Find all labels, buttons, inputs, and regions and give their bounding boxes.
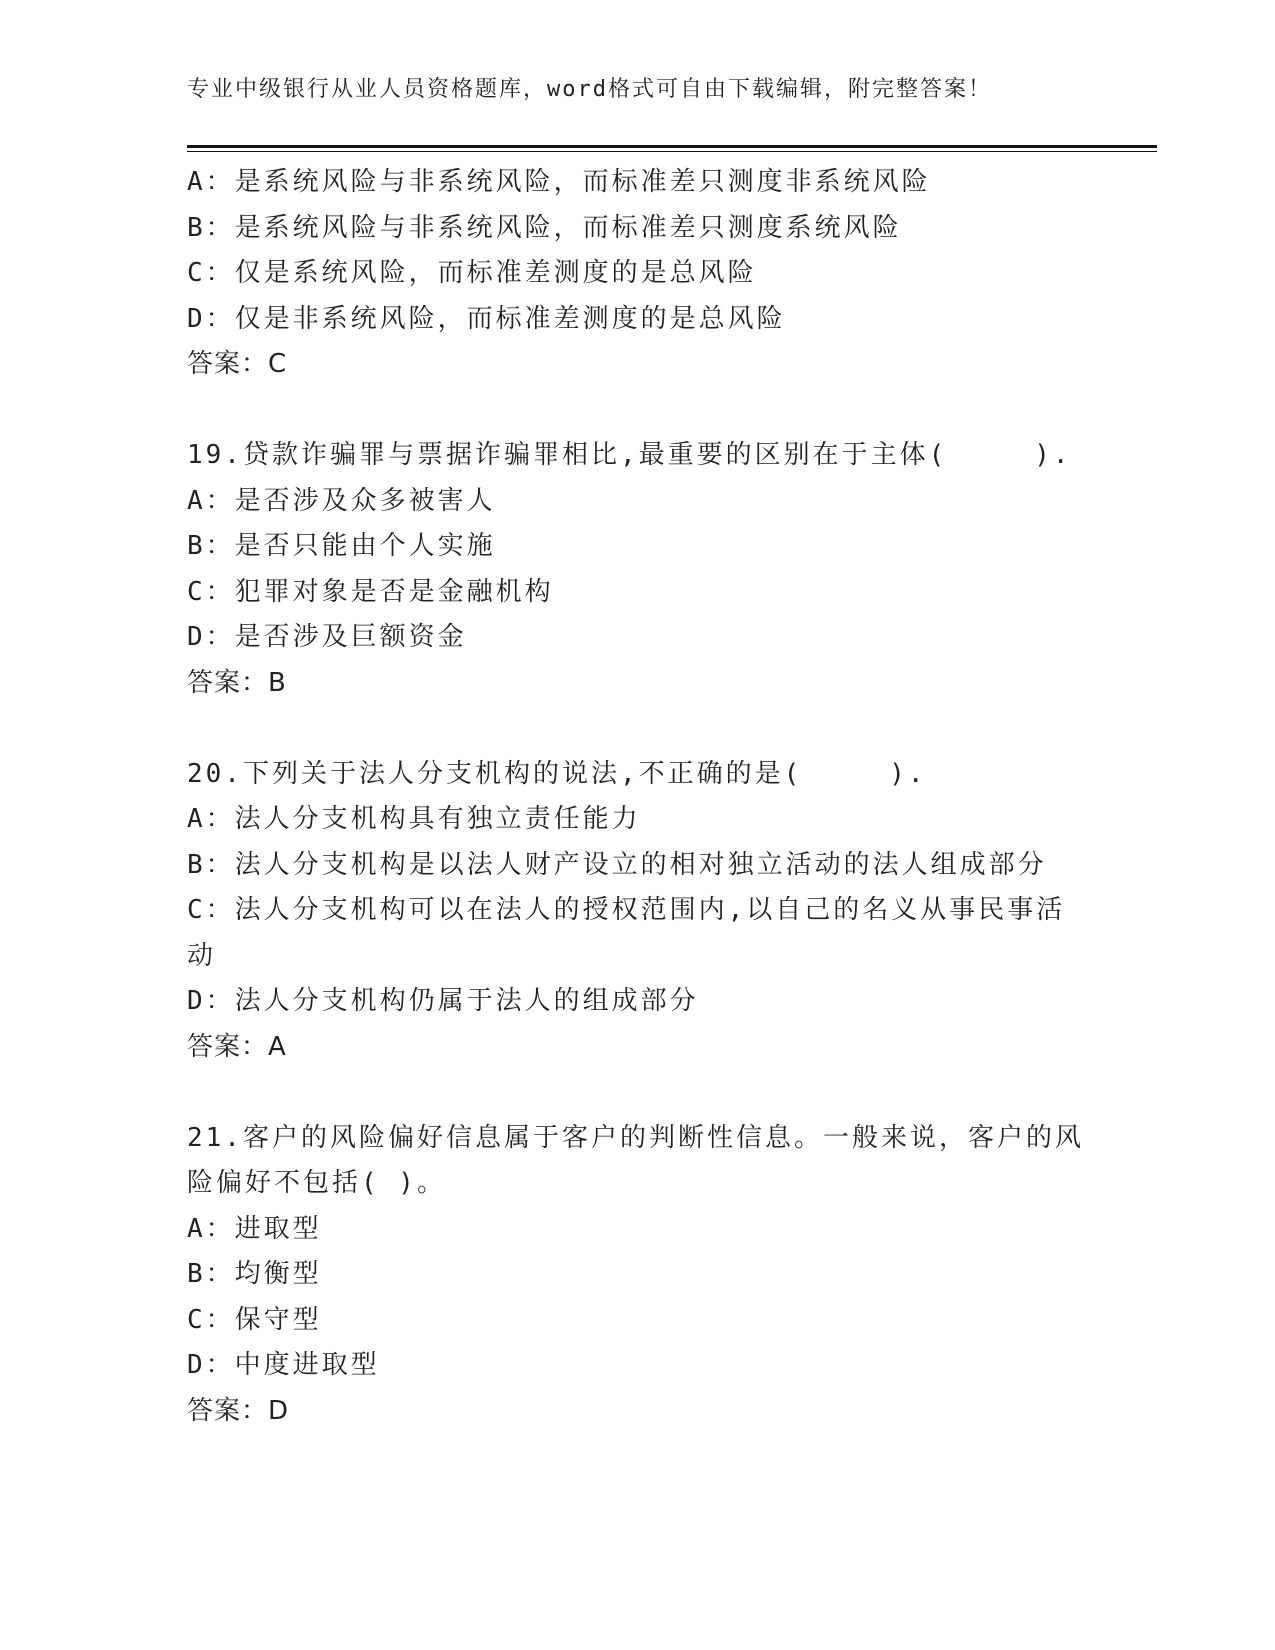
question-20 <box>187 752 1087 1071</box>
answer-line: 答案：C <box>187 349 288 379</box>
answer-line: 答案：D <box>187 1395 290 1426</box>
option-b: B：法人分支机构是以法人财产设立的相对独立活动的法人组成部分 <box>187 849 1047 880</box>
option-c-continuation: 动 <box>187 940 217 971</box>
answer-line: 答案：B <box>187 667 287 698</box>
option-d: D：仅是非系统风险，而标准差测度的是总风险 <box>187 303 786 334</box>
option-a: A：进取型 <box>187 1213 322 1244</box>
question-text: 20.下列关于法人分支机构的说法,不正确的是( ). <box>187 758 927 789</box>
option-b: B：是系统风险与非系统风险，而标准差只测度系统风险 <box>187 212 902 243</box>
spacer <box>187 706 1087 752</box>
page-header: 专业中级银行从业人员资格题库，word格式可自由下载编辑，附完整答案！ <box>187 77 992 102</box>
option-a: A：是否涉及众多被害人 <box>187 485 496 516</box>
option-a: A：法人分支机构具有独立责任能力 <box>187 804 641 834</box>
option-c: C：仅是系统风险，而标准差测度的是总风险 <box>187 258 757 288</box>
option-a: A：是系统风险与非系统风险，而标准差只测度非系统风险 <box>187 167 931 197</box>
option-d: D：中度进取型 <box>187 1350 380 1380</box>
header-rule-thin <box>187 151 1157 152</box>
option-d: D：是否涉及巨额资金 <box>187 622 467 652</box>
question-19 <box>187 433 1087 706</box>
header-rule-thick <box>187 145 1157 148</box>
answer-line: 答案：A <box>187 1031 287 1062</box>
spacer <box>187 1070 1087 1116</box>
option-b: B：是否只能由个人实施 <box>187 531 496 561</box>
question-text-line-1: 21.客户的风险偏好信息属于客户的判断性信息。一般来说，客户的风 <box>187 1122 1084 1153</box>
option-d: D：法人分支机构仍属于法人的组成部分 <box>187 986 699 1016</box>
option-c: C：犯罪对象是否是金融机构 <box>187 576 554 607</box>
spacer <box>187 388 1087 434</box>
option-c: C：法人分支机构可以在法人的授权范围内,以自己的名义从事民事活 <box>187 895 1066 925</box>
option-b: B：均衡型 <box>187 1259 322 1289</box>
option-c: C：保守型 <box>187 1304 322 1335</box>
question-text: 19.贷款诈骗罪与票据诈骗罪相比,最重要的区别在于主体( ). <box>187 440 1072 470</box>
question-content <box>187 160 1087 1434</box>
question-21 <box>187 1116 1087 1435</box>
question-18 <box>187 160 1087 388</box>
question-text-line-2: 险偏好不包括( )。 <box>187 1168 446 1198</box>
